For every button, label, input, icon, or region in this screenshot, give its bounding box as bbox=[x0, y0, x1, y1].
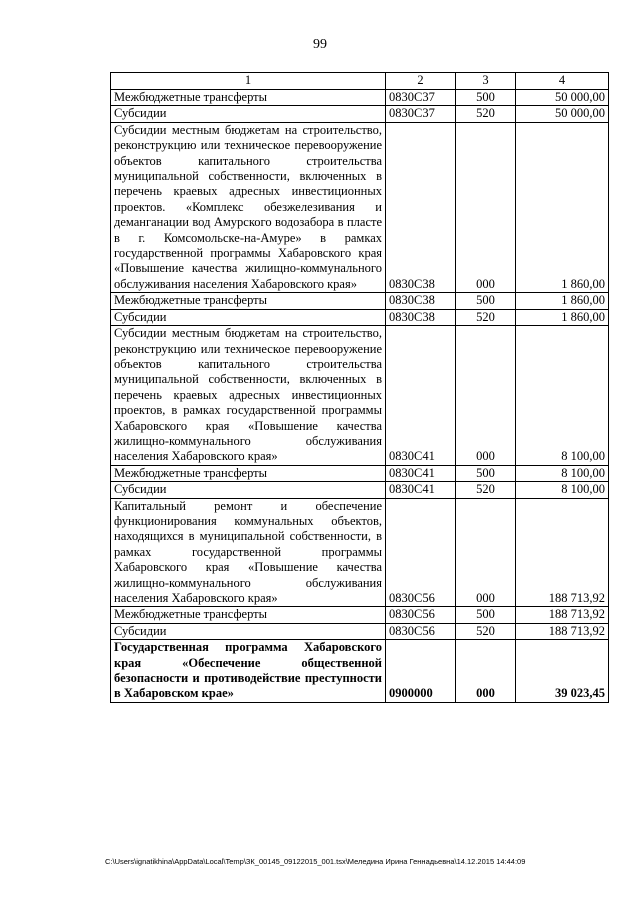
row-vid-cell: 000 bbox=[456, 122, 516, 292]
row-code-cell: 0830С41 bbox=[386, 482, 456, 498]
row-vid-cell: 000 bbox=[456, 326, 516, 466]
table-row bbox=[111, 90, 609, 106]
row-code-cell: 0830С37 bbox=[386, 106, 456, 122]
row-name-cell: Субсидии bbox=[111, 106, 386, 122]
row-vid-cell: 000 bbox=[456, 640, 516, 703]
row-vid-cell: 500 bbox=[456, 90, 516, 106]
row-code-cell: 0830С38 bbox=[386, 122, 456, 292]
row-code-cell: 0900000 bbox=[386, 640, 456, 703]
row-vid-cell: 520 bbox=[456, 623, 516, 639]
row-vid-cell: 520 bbox=[456, 106, 516, 122]
table-row bbox=[111, 640, 609, 703]
header-cell: 1 bbox=[111, 73, 386, 90]
row-name-cell: Межбюджетные трансферты bbox=[111, 465, 386, 481]
row-sum-cell: 188 713,92 bbox=[516, 623, 609, 639]
file-path-footer: C:\Users\ignatikhina\AppData\Local\Temp\ЗК_00145_09122015_001.tsx\Меледина Ирина Геннадьевна\14.12.2015 14:44:09 bbox=[105, 857, 526, 866]
row-code-cell: 0830С56 bbox=[386, 623, 456, 639]
row-sum-cell: 50 000,00 bbox=[516, 90, 609, 106]
table-row bbox=[111, 465, 609, 481]
row-code-cell: 0830С37 bbox=[386, 90, 456, 106]
row-code-cell: 0830С38 bbox=[386, 309, 456, 325]
row-sum-cell: 8 100,00 bbox=[516, 465, 609, 481]
table-row bbox=[111, 623, 609, 639]
row-vid-cell: 500 bbox=[456, 607, 516, 623]
table-row bbox=[111, 498, 609, 607]
table-row bbox=[111, 326, 609, 466]
row-code-cell: 0830С56 bbox=[386, 498, 456, 607]
row-sum-cell: 8 100,00 bbox=[516, 482, 609, 498]
table-row bbox=[111, 106, 609, 122]
row-name-cell: Государственная программа Хабаровского края «Обеспечение общественной безопасности и противодействие преступности в Хабаровском крае» bbox=[111, 640, 386, 703]
table-row bbox=[111, 309, 609, 325]
table-row bbox=[111, 293, 609, 309]
row-code-cell: 0830С41 bbox=[386, 326, 456, 466]
row-vid-cell: 000 bbox=[456, 498, 516, 607]
table-row bbox=[111, 607, 609, 623]
row-name-cell: Капитальный ремонт и обеспечение функционирования коммунальных объектов, находящихся в муниципальной собственности, в рамках государственной программы Хабаровского края «Повышение качества жилищно-коммунального обслуживания населения Хабаровского края» bbox=[111, 498, 386, 607]
row-sum-cell: 1 860,00 bbox=[516, 122, 609, 292]
row-sum-cell: 39 023,45 bbox=[516, 640, 609, 703]
row-code-cell: 0830С41 bbox=[386, 465, 456, 481]
row-name-cell: Межбюджетные трансферты bbox=[111, 607, 386, 623]
row-code-cell: 0830С38 bbox=[386, 293, 456, 309]
row-sum-cell: 1 860,00 bbox=[516, 309, 609, 325]
row-sum-cell: 8 100,00 bbox=[516, 326, 609, 466]
row-name-cell: Субсидии местным бюджетам на строительство, реконструкцию или техническое перевооружение объектов капитального строительства муниципальной собственности, включенных в перечень краевых адресных инвестиционных проектов. «Комплекс обезжелезивания и деманганации вод Амурского водозабора в пласте в г. Комсомольске-на-Амуре» в рамках государственной программы Хабаровского края «Повышение качества жилищно-коммунального обслуживания населения Хабаровского края» bbox=[111, 122, 386, 292]
header-cell: 3 bbox=[456, 73, 516, 90]
table-header-row bbox=[111, 73, 609, 90]
row-name-cell: Субсидии местным бюджетам на строительство, реконструкцию или техническое перевооружение объектов капитального строительства муниципальной собственности, включенных в перечень краевых адресных инвестиционных проектов, в рамках государственной программы Хабаровского края «Повышение качества жилищно-коммунального обслуживания населения Хабаровского края» bbox=[111, 326, 386, 466]
row-name-cell: Межбюджетные трансферты bbox=[111, 90, 386, 106]
row-vid-cell: 520 bbox=[456, 482, 516, 498]
row-sum-cell: 188 713,92 bbox=[516, 607, 609, 623]
row-name-cell: Субсидии bbox=[111, 623, 386, 639]
table-row bbox=[111, 482, 609, 498]
table-row bbox=[111, 122, 609, 292]
row-sum-cell: 50 000,00 bbox=[516, 106, 609, 122]
row-name-cell: Субсидии bbox=[111, 309, 386, 325]
header-cell: 2 bbox=[386, 73, 456, 90]
row-vid-cell: 500 bbox=[456, 465, 516, 481]
row-vid-cell: 500 bbox=[456, 293, 516, 309]
row-code-cell: 0830С56 bbox=[386, 607, 456, 623]
row-name-cell: Межбюджетные трансферты bbox=[111, 293, 386, 309]
row-name-cell: Субсидии bbox=[111, 482, 386, 498]
row-sum-cell: 1 860,00 bbox=[516, 293, 609, 309]
row-sum-cell: 188 713,92 bbox=[516, 498, 609, 607]
budget-table bbox=[110, 72, 609, 703]
page-number: 99 bbox=[313, 37, 327, 52]
header-cell: 4 bbox=[516, 73, 609, 90]
row-vid-cell: 520 bbox=[456, 309, 516, 325]
